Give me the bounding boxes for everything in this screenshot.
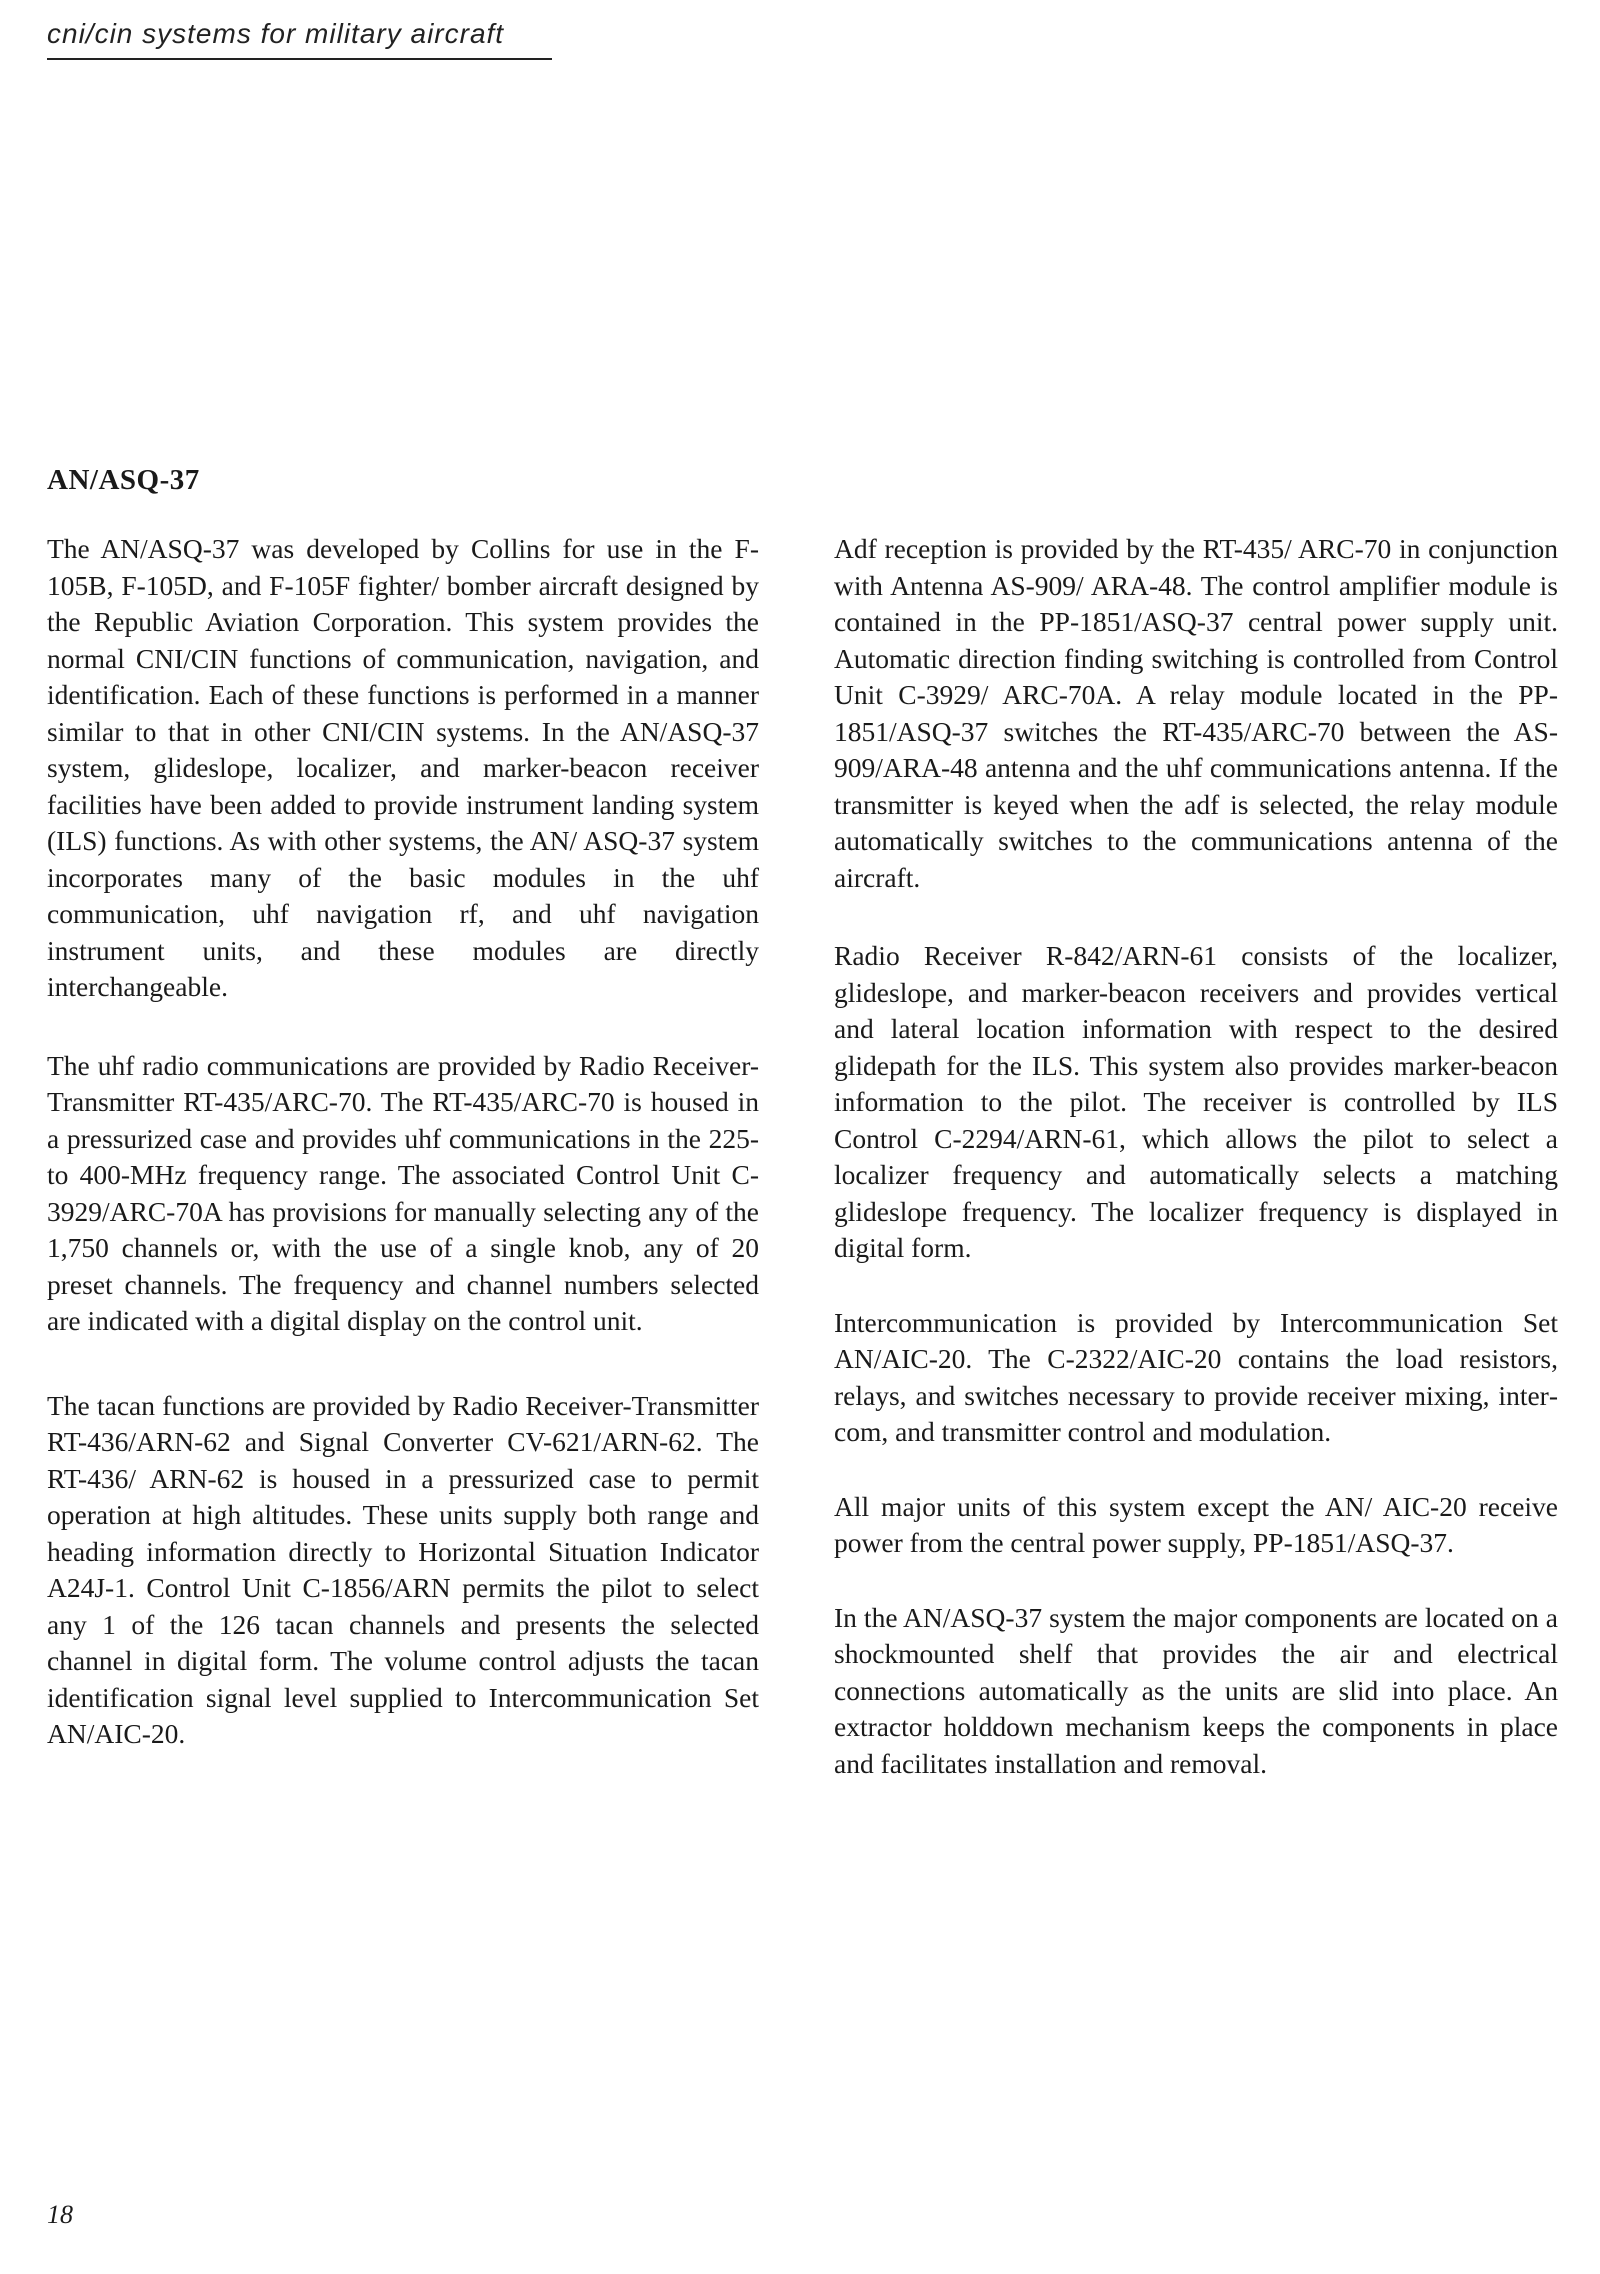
paragraph-right-2: Radio Receiver R-842/ARN-61 consists of the localizer, glideslope, and marker-beacon receivers and provides vertical and lateral location information with respect to the desired glidepath for the ILS. This system also provides marker-beacon information to the pilot. The receiver is controlled by ILS Control C-2294/ARN-61, which allows the pilot to select a localizer frequency and automatically selects a matching glideslope frequency. The localizer frequency is displayed in digital form. <box>834 940 1558 1263</box>
paragraph-left-3: The tacan functions are provided by Radio Receiver-Transmitter RT-436/ARN-62 and Signal Converter CV-621/ARN-62. The RT-436/ ARN-62 is housed in a pressurized case to permit operation at high altitudes. These units supply both range and heading information directly to Horizontal Situation Indicator A24J-1. Control Unit C-1856/ARN permits the pilot to select any 1 of the 126 tacan channels and presents the selected channel in digital form. The volume control adjusts the tacan identification signal level supplied to Intercommunication Set AN/AIC-20. <box>47 1389 759 1749</box>
paragraph-left-2: The uhf radio communications are provided by Radio Receiver-Transmitter RT-435/ARC-70. The RT-435/ARC-70 is housed in a pressurized case and provides uhf communications in the 225- to 400-MHz frequency range. The associated Control Unit C-3929/ARC-70A has provisions for manually selecting any of the 1,750 channels or, with the use of a single knob, any of 20 preset channels. The frequency and channel numbers selected are indicated with a digital display on the control unit. <box>47 1049 759 1336</box>
section-heading: AN/ASQ-37 <box>47 464 200 496</box>
paragraph-right-1: Adf reception is provided by the RT-435/ ARC-70 in conjunction with Antenna AS-909/ ARA-48. The control amplifier module is contained in the PP-1851/ASQ-37 central power supply unit. Automatic direction finding switching is controlled from Control Unit C-3929/ ARC-70A. A relay module located in the PP-1851/ASQ-37 switches the RT-435/ARC-70 between the AS-909/ARA-48 antenna and the uhf communications antenna. If the transmitter is keyed when the adf is selected, the relay module automatically switches to the communications antenna of the aircraft. <box>834 533 1558 893</box>
right-column <box>834 531 1558 1820</box>
paragraph-right-5: In the AN/ASQ-37 system the major components are located on a shockmounted shelf that provides the air and electrical connections automatically as the units are slid into place. An extractor holddown mechanism keeps the components in place and facilitates installation and removal. <box>834 1601 1558 1779</box>
paragraph-right-4: All major units of this system except the AN/ AIC-20 receive power from the central power supply, PP-1851/ASQ-37. <box>834 1490 1558 1558</box>
running-title: cni/cin systems for military aircraft <box>47 18 552 60</box>
left-column <box>47 531 759 1791</box>
paragraph-left-1: The AN/ASQ-37 was developed by Collins for use in the F-105B, F-105D, and F-105F fighter/ bomber aircraft designed by the Republic Aviation Corporation. This system provides the normal CNI/CIN functions of communication, navigation, and identification. Each of these functions is performed in a manner similar to that in other CNI/CIN systems. In the AN/ASQ-37 system, glideslope, localizer, and marker-beacon receiver facilities have been added to provide instrument landing system (ILS) functions. As with other systems, the AN/ ASQ-37 system incorporates many of the basic modules in the uhf communication, uhf navigation rf, and uhf navigation instrument units, and these modules are directly interchangeable. <box>47 533 759 1002</box>
page-number: 18 <box>47 2200 73 2229</box>
paragraph-right-3: Intercommunication is provided by Intercommunication Set AN/AIC-20. The C-2322/AIC-20 contains the load resistors, relays, and switches necessary to provide receiver mixing, intercom, and transmitter control and modulation. <box>834 1306 1558 1447</box>
